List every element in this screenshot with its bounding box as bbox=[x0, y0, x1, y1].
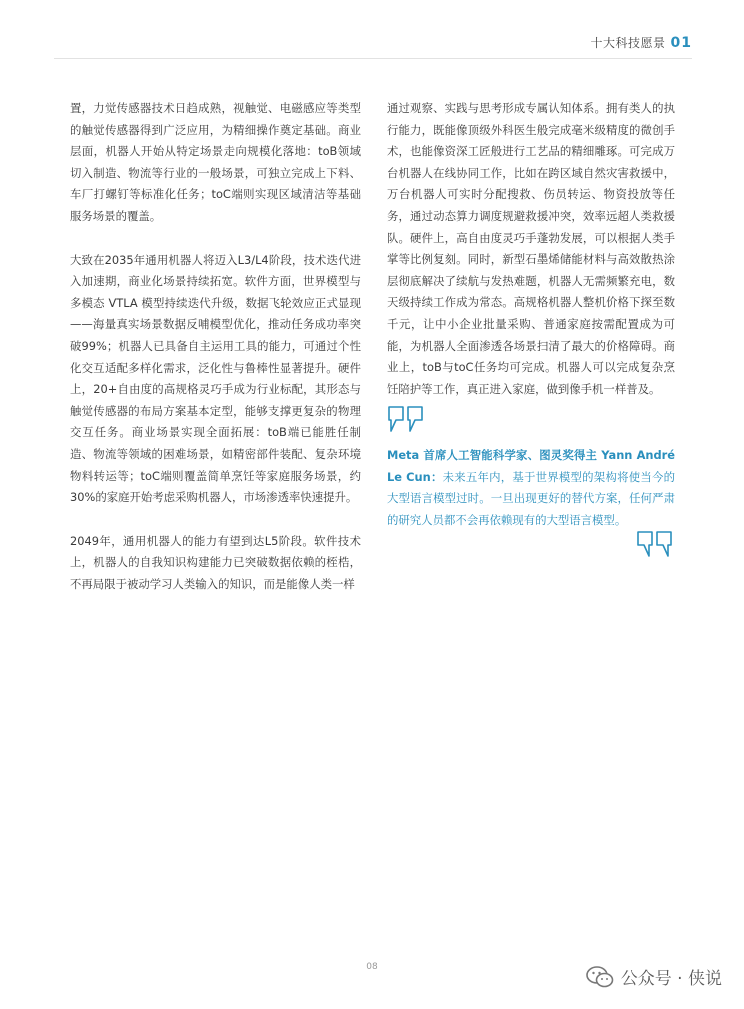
paragraph: 2049年，通用机器人的能力有望到达L5阶段。软件技术上，机器人的自我知识构建能力已突破数据依赖的桎梏，不再局限于被动学习人类输入的知识，而是能像人类一样 bbox=[70, 533, 361, 591]
open-quote-icon bbox=[387, 404, 425, 434]
header-divider bbox=[54, 58, 692, 59]
paragraph: 通过观察、实践与思考形成专属认知体系。拥有类人的执行能力，既能像顶级外科医生般完成毫米级精度的微创手术，也能像资深工匠般进行工艺品的精细雕琢。可完成万台机器人在线协同工作，比如在跨区域自然灾害救援中，万台机器人可实时分配搜救、伤员转运、物资投放等任务，通过动态算力调度规避救援冲突，效率远超人类救援队。硬件上，高自由度灵巧手蓬勃发展，可以根据人类手掌等比例复刻。同时，新型石墨烯储能材料与高效散热涂层彻底解决了续航与发热难题，机器人无需频繁充电，数天级持续工作成为常态。高规格机器人整机价格下探至数千元，让中小企业批量采购、普通家庭按需配置成为可能，为机器人全面渗透各场景扫清了最大的价格障碍。商业上，toB与toC任务均可完成。机器人可以完成复杂烹饪陪护等工作，真正进入家庭，做到像手机一样普及。 bbox=[387, 101, 675, 396]
watermark-text: 公众号 · 侠说 bbox=[620, 969, 722, 989]
page-header bbox=[591, 34, 693, 51]
close-quote-icon bbox=[636, 529, 674, 559]
paragraph: 大致在2035年通用机器人将迈入L3/L4阶段，技术迭代进入加速期，商业化场景持续拓宽。软件方面，世界模型与多模态 VTLA 模型持续迭代升级，数据飞轮效应正式显现——海量真实场景数据反哺模型优化，推动任务成功率突破99%；机器人已具备自主运用工具的能力，可通过个性化交互适配多样化需求，泛化性与鲁棒性显著提升。硬件上，20+自由度的高规格灵巧手成为行业标配，其形态与触觉传感器的布局方案基本定型，能够支撑更复杂的物理交互任务。商业场景实现全面拓展：toB端已能胜任制造、物流等领域的困难场景，如精密部件装配、复杂环境物料转运等；toC端则覆盖简单烹饪等家庭服务场景，约30%的家庭开始考虑采购机器人，市场渗透率快速提升。 bbox=[70, 252, 361, 505]
quote-text: 未来五年内，基于世界模型的架构将使当今的大型语言模型过时。一旦出现更好的替代方案，任何严肃的研究人员都不会再依赖现有的大型语言模型。 bbox=[387, 469, 675, 527]
wechat-icon bbox=[586, 965, 614, 989]
quote-speaker: Meta 首席人工智能科学家、图灵奖得主 Yann André Le Cun bbox=[387, 448, 675, 484]
page-number: 08 bbox=[366, 962, 378, 972]
section-title: 十大科技愿景 bbox=[590, 36, 666, 50]
left-column bbox=[70, 98, 361, 617]
section-number: 01 bbox=[670, 34, 692, 51]
quote-separator: ： bbox=[430, 469, 443, 484]
paragraph: 置，力觉传感器技术日趋成熟，视触觉、电磁感应等类型的触觉传感器得到广泛应用，为精细操作奠定基础。商业层面，机器人开始从特定场景走向规模化落地：toB领域切入制造、物流等行业的一般场景，可独立完成上下料、车厂打螺钉等标准化任务；toC端则实现区域清洁等基础服务场景的覆盖。 bbox=[70, 101, 361, 223]
right-column bbox=[387, 98, 675, 422]
watermark bbox=[586, 964, 722, 989]
quote-block bbox=[387, 445, 675, 531]
